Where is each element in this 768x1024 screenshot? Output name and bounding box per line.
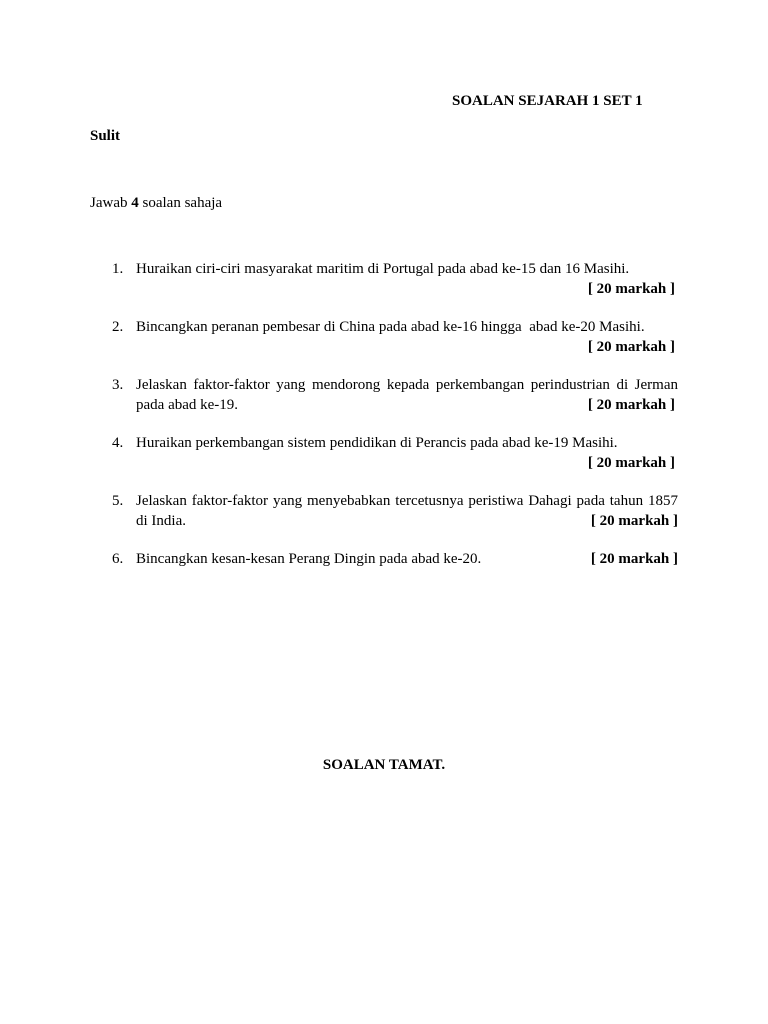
question-line bbox=[136, 492, 678, 512]
question-text: Huraikan perkembangan sistem pendidikan di Perancis pada abad ke-19 Masihi. bbox=[136, 435, 618, 451]
question-line bbox=[136, 396, 678, 416]
question-line bbox=[136, 376, 678, 396]
classification-label: Sulit bbox=[90, 128, 121, 144]
question-item-6 bbox=[90, 550, 678, 570]
question-text-line2: pada abad ke-19. bbox=[136, 396, 239, 413]
question-marks: [ 20 markah ] bbox=[587, 338, 675, 355]
question-item-4 bbox=[90, 434, 678, 473]
question-line bbox=[136, 512, 678, 532]
question-number: 5. bbox=[112, 493, 124, 509]
question-list bbox=[90, 260, 678, 589]
end-of-questions: SOALAN TAMAT. bbox=[322, 757, 446, 773]
question-marks: [ 20 markah ] bbox=[587, 280, 675, 297]
question-marks: [ 20 markah ] bbox=[590, 512, 678, 529]
question-line bbox=[136, 550, 678, 570]
question-item-1 bbox=[90, 260, 678, 299]
question-text: Bincangkan kesan-kesan Perang Dingin pada abad ke-20. bbox=[136, 551, 482, 567]
question-item-5 bbox=[90, 492, 678, 531]
instruction-suffix: soalan sahaja bbox=[138, 195, 223, 211]
question-text-line1: Jelaskan faktor-faktor yang mendorong kepada perkembangan perindustrian di Jerman bbox=[136, 377, 678, 393]
question-item-2 bbox=[90, 318, 678, 357]
question-text-line2: di India. bbox=[136, 512, 186, 529]
question-item-3 bbox=[90, 376, 678, 415]
question-number: 1. bbox=[112, 261, 124, 277]
question-number: 2. bbox=[112, 319, 124, 335]
question-text: Bincangkan peranan pembesar di China pada abad ke-16 hingga abad ke-20 Masihi. bbox=[136, 319, 645, 335]
question-text-line1: Jelaskan faktor-faktor yang menyebabkan tercetusnya peristiwa Dahagi pada tahun 1857 bbox=[136, 493, 678, 509]
instruction-text bbox=[90, 194, 222, 214]
question-marks: [ 20 markah ] bbox=[587, 396, 675, 413]
question-marks: [ 20 markah ] bbox=[590, 551, 678, 567]
instruction-count: 4 bbox=[131, 195, 139, 211]
question-number: 4. bbox=[112, 435, 124, 451]
instruction-prefix: Jawab bbox=[90, 195, 132, 211]
question-number: 6. bbox=[112, 551, 124, 567]
page-title: SOALAN SEJARAH 1 SET 1 bbox=[452, 93, 643, 109]
question-number: 3. bbox=[112, 377, 124, 393]
question-text: Huraikan ciri-ciri masyarakat maritim di Portugal pada abad ke-15 dan 16 Masihi. bbox=[136, 261, 630, 277]
question-marks: [ 20 markah ] bbox=[587, 454, 675, 471]
